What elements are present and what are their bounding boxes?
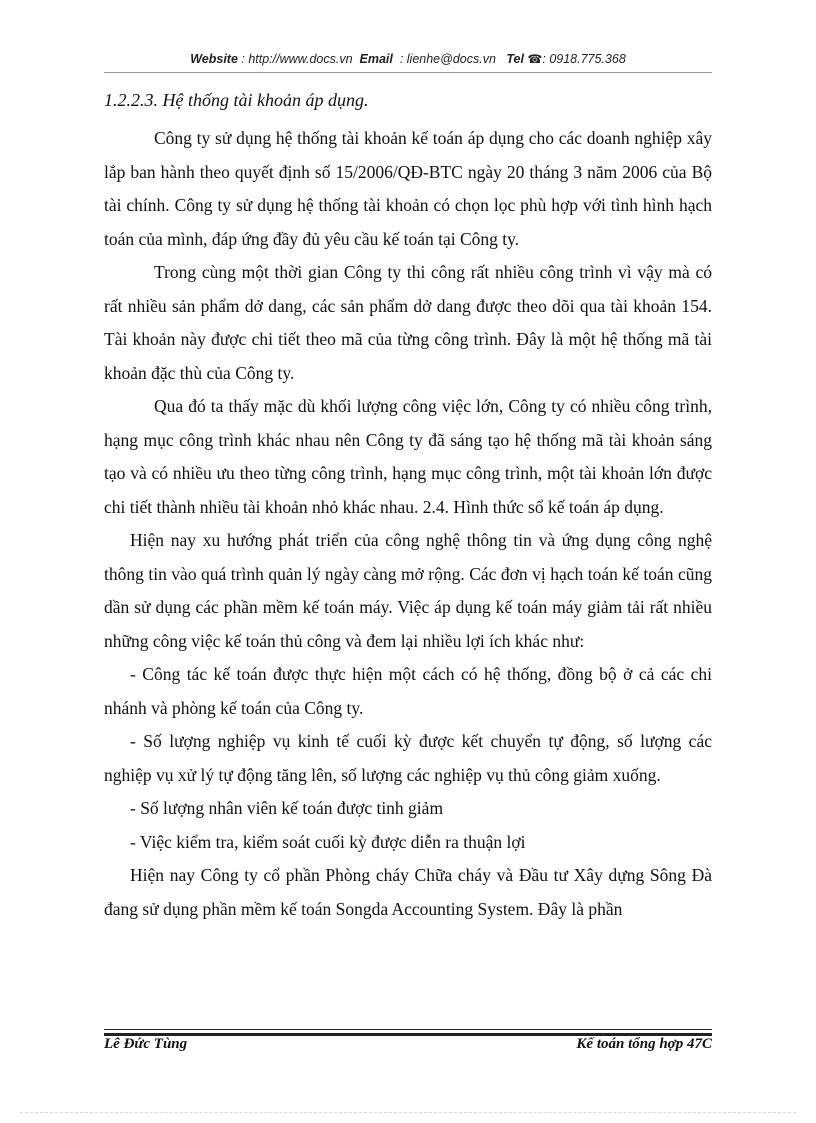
paragraph: Trong cùng một thời gian Công ty thi công rất nhiều công trình vì vậy mà có rất nhiều sản phẩm dở dang, các sản phẩm dở dang được theo dõi qua tài khoản 154. Tài khoản này được chi tiết theo mã của từng công trình. Đây là một hệ thống mã tài khoản đặc thù của Công ty. [104,262,712,383]
footer-class: Kế toán tổng hợp 47C [576,1036,712,1052]
paragraph: Qua đó ta thấy mặc dù khối lượng công việc lớn, Công ty có nhiều công trình, hạng mục công trình khác nhau nên Công ty đã sáng tạo hệ thống mã tài khoản sáng tạo và có nhiều ưu theo từng công trình, hạng mục công trình, một tài khoản lớn được chi tiết thành nhiều tài khoản nhỏ khác nhau. 2.4. Hình thức sổ kế toán áp dụng. [104,396,712,517]
bullet-item: - Số lượng nghiệp vụ kinh tế cuối kỳ được kết chuyển tự động, số lượng các nghiệp vụ xử lý tự động tăng lên, số lượng các nghiệp vụ thủ công giảm xuống. [104,731,712,785]
bullet-item: - Số lượng nhân viên kế toán được tinh giảm [130,798,444,818]
footer-divider-thin [104,1029,712,1030]
phone-icon: ☎ [527,52,543,66]
body-text [104,122,712,926]
email-label: Email [359,52,393,66]
tel-label: Tel [506,52,524,66]
paragraph: Hiện nay xu hướng phát triển của công nghệ thông tin và ứng dụng công nghệ thông tin vào quá trình quản lý ngày càng mở rộng. Các đơn vị hạch toán kế toán cũng dần sử dụng các phần mềm kế toán máy. Việc áp dụng kế toán máy giảm tải rất nhiều những công việc kế toán thủ công và đem lại nhiều lợi ích khác như: [104,530,712,651]
website-label: Website [190,52,238,66]
paragraph: Công ty sử dụng hệ thống tài khoản kế toán áp dụng cho các doanh nghiệp xây lắp ban hành theo quyết định số 15/2006/QĐ-BTC ngày 20 tháng 3 năm 2006 của Bộ tài chính. Công ty sử dụng hệ thống tài khoản có chọn lọc phù hợp với tình hình hạch toán của mình, đáp ứng đầy đủ yêu cầu kế toán tại Công ty. [104,128,712,249]
section-heading: 1.2.2.3. Hệ thống tài khoản áp dụng. [104,90,369,110]
bullet-item: - Công tác kế toán được thực hiện một cách có hệ thống, đồng bộ ở cả các chi nhánh và phòng kế toán của Công ty. [104,664,712,718]
page-header [104,52,712,66]
page-edge [20,1112,796,1113]
footer-author: Lê Đức Tùng [104,1036,188,1052]
website-value: : http://www.docs.vn [241,52,353,66]
bullet-item: - Việc kiểm tra, kiểm soát cuối kỳ được diễn ra thuận lợi [130,831,526,852]
tel-value: : 0918.775.368 [542,52,626,66]
email-value: : lienhe@docs.vn [399,52,496,66]
paragraph: Hiện nay Công ty cổ phần Phòng cháy Chữa cháy và Đầu tư Xây dựng Sông Đà đang sử dụng phần mềm kế toán Songda Accounting System. Đây là phần [104,865,712,919]
header-divider [104,72,712,73]
